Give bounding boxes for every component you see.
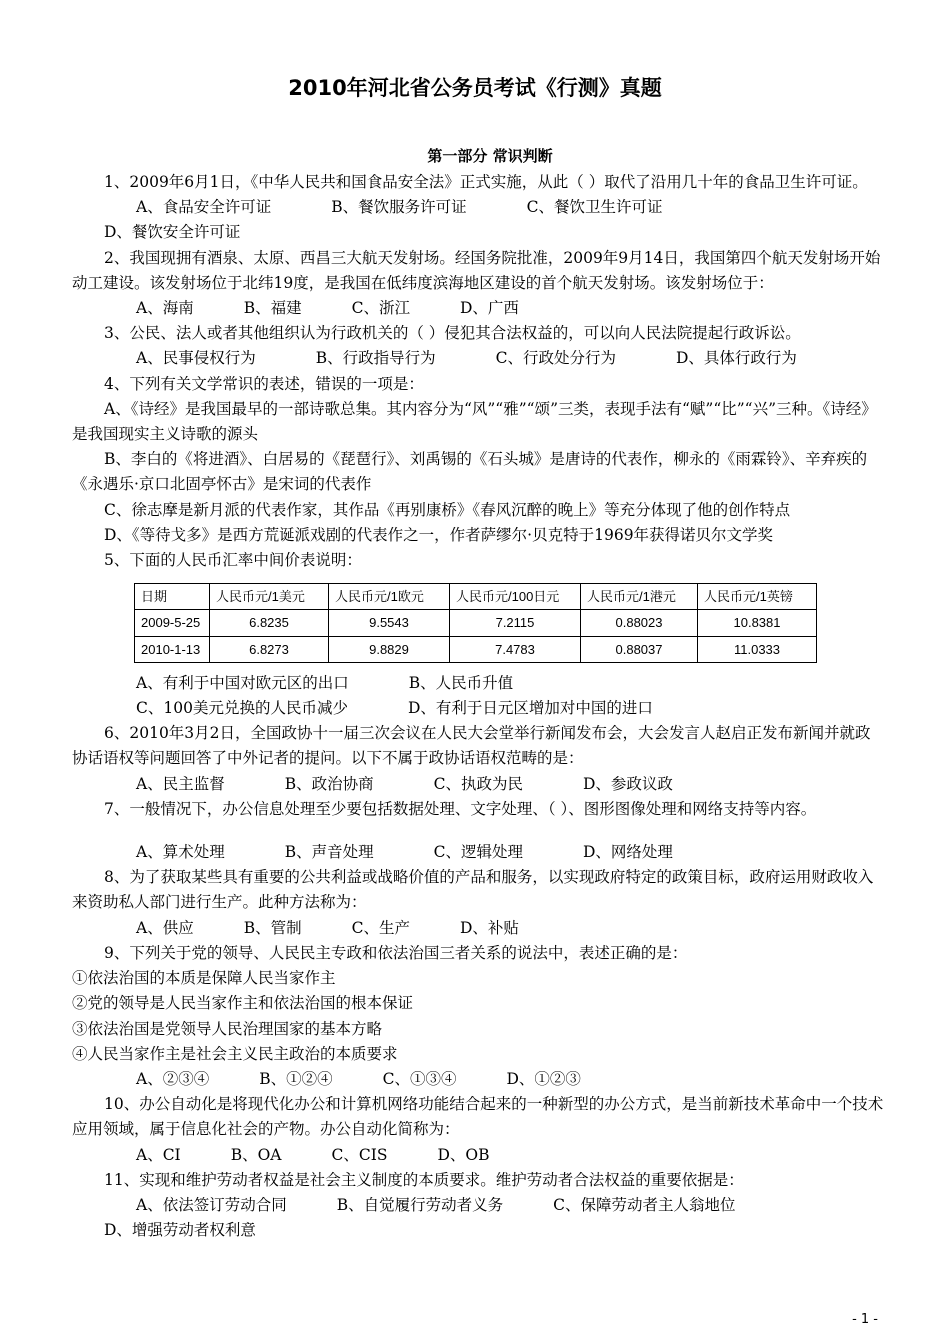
option-d: D、参政议政 xyxy=(582,774,673,793)
question-9-statement: ①依法治国的本质是保障人民当家作主 xyxy=(72,969,336,988)
option-c: C、①③④ xyxy=(382,1069,457,1088)
option-b: B、声音处理 xyxy=(284,843,374,862)
section-heading: 第一部分 常识判断 xyxy=(427,147,553,165)
option-a: A、食品安全许可证 xyxy=(136,198,272,217)
table-cell: 0.88037 xyxy=(581,636,698,662)
question-4-option-c: C、徐志摩是新月派的代表作家，其作品《再别康桥》《春风沉醉的晚上》等充分体现了他的创作特点 xyxy=(104,500,791,519)
question-5-stem: 5、下面的人民币汇率中间价表说明： xyxy=(104,551,362,570)
option-d: D、补贴 xyxy=(459,918,519,937)
question-9-options xyxy=(72,1067,884,1092)
option-a: A、民事侵权行为 xyxy=(136,349,256,368)
table-row xyxy=(135,610,817,636)
option-a: A、CI xyxy=(136,1145,181,1164)
option-c: C、生产 xyxy=(351,918,410,937)
option-a: A、依法签订劳动合同 xyxy=(136,1195,287,1214)
table-header: 人民币元/1英镑 xyxy=(698,584,817,610)
question-4-option-d: D、《等待戈多》是西方荒诞派戏剧的代表作之一，作者萨缪尔·贝克特于1969年获得诺贝尔文学奖 xyxy=(104,525,774,544)
question-4-option-b: B、李白的《将进酒》、白居易的《琵琶行》、刘禹锡的《石头城》是唐诗的代表作，柳永的《雨霖铃》、辛弃疾的《永遇乐·京口北固亭怀古》是宋词的代表作 xyxy=(72,450,868,494)
option-c: C、保障劳动者主人翁地位 xyxy=(553,1195,736,1214)
question-10-options xyxy=(72,1143,884,1168)
table-cell: 11.0333 xyxy=(698,636,817,662)
table-cell: 2009-5-25 xyxy=(135,610,210,636)
option-a: A、②③④ xyxy=(136,1069,210,1088)
question-9-statement: ②党的领导是人民当家作主和依法治国的根本保证 xyxy=(72,994,414,1013)
page-number: - 1 - xyxy=(852,1312,878,1327)
table-cell: 6.8235 xyxy=(210,610,329,636)
table-cell: 9.8829 xyxy=(329,636,450,662)
table-header-row xyxy=(135,584,817,610)
document-title: 2010年河北省公务员考试《行测》真题 xyxy=(288,76,662,100)
table-header: 人民币元/1港元 xyxy=(581,584,698,610)
question-4-stem: 4、下列有关文学常识的表述，错误的一项是： xyxy=(104,374,424,393)
question-9-statement: ④人民当家作主是社会主义民主政治的本质要求 xyxy=(72,1044,398,1063)
question-8-options xyxy=(72,916,884,941)
table-header: 人民币元/100日元 xyxy=(450,584,581,610)
question-8-stem: 8、为了获取某些具有重要的公共利益或战略价值的产品和服务，以实现政府特定的政策目标，政府运用财政收入来资助私人部门进行生产。此种方法称为： xyxy=(72,868,874,912)
table-cell: 2010-1-13 xyxy=(135,636,210,662)
table-header: 日期 xyxy=(135,584,210,610)
question-7-stem: 7、一般情况下，办公信息处理至少要包括数据处理、文字处理、（ ）、图形图像处理和网络支持等内容。 xyxy=(104,799,817,818)
question-6-options xyxy=(72,772,884,797)
table-cell: 6.8273 xyxy=(210,636,329,662)
table-cell: 0.88023 xyxy=(581,610,698,636)
question-1-options xyxy=(72,195,884,245)
question-3-stem: 3、公民、法人或者其他组织认为行政机关的（ ）侵犯其合法权益的，可以向人民法院提起行政诉讼。 xyxy=(104,324,801,343)
option-d: D、OB xyxy=(437,1145,490,1164)
option-a: A、民主监督 xyxy=(136,774,225,793)
option-b: B、政治协商 xyxy=(284,774,374,793)
option-b: B、①②④ xyxy=(259,1069,333,1088)
table-header: 人民币元/1欧元 xyxy=(329,584,450,610)
option-b: B、自觉履行劳动者义务 xyxy=(336,1195,504,1214)
question-1-stem: 1、2009年6月1日，《中华人民共和国食品安全法》正式实施，从此（ ）取代了沿用几十年的食品卫生许可证。 xyxy=(104,173,868,191)
option-b: B、OA xyxy=(230,1145,282,1164)
option-d: D、网络处理 xyxy=(582,843,673,862)
table-header: 人民币元/1美元 xyxy=(210,584,329,610)
option-d: D、具体行政行为 xyxy=(675,349,797,368)
question-7-options xyxy=(72,840,884,865)
option-b: B、行政指导行为 xyxy=(315,349,436,368)
question-11-stem: 11、实现和维护劳动者权益是社会主义制度的本质要求。维护劳动者合法权益的重要依据是： xyxy=(104,1170,744,1189)
question-9-statement: ③依法治国是党领导人民治理国家的基本方略 xyxy=(72,1019,383,1038)
question-2-stem: 2、我国现拥有酒泉、太原、西昌三大航天发射场。经国务院批准，2009年9月14日，我国第四个航天发射场开始动工建设。该发射场位于北纬19度，是我国在低纬度滨海地区建设的首个航天发射场。该发射场位于： xyxy=(72,248,881,292)
table-row xyxy=(135,636,817,662)
option-b: B、福建 xyxy=(243,299,302,318)
option-c: C、餐饮卫生许可证 xyxy=(526,198,663,217)
option-b: B、餐饮服务许可证 xyxy=(331,198,467,217)
option-c: C、执政为民 xyxy=(433,774,523,793)
option-c: C、逻辑处理 xyxy=(433,843,523,862)
question-6-stem: 6、2010年3月2日，全国政协十一届三次会议在人民大会堂举行新闻发布会，大会发言人赵启正发布新闻并就政协话语权等问题回答了中外记者的提问。以下不属于政协话语权范畴的是： xyxy=(72,724,871,768)
question-3-options xyxy=(72,346,884,371)
option-a: A、有利于中国对欧元区的出口 xyxy=(136,673,349,692)
question-10-stem: 10、办公自动化是将现代化办公和计算机网络功能结合起来的一种新型的办公方式，是当前新技术革命中一个技术应用领域，属于信息化社会的产物。办公自动化简称为： xyxy=(72,1095,884,1139)
table-cell: 7.2115 xyxy=(450,610,581,636)
question-list xyxy=(72,170,884,1243)
question-2-options xyxy=(72,296,884,321)
option-c: C、CIS xyxy=(331,1145,388,1164)
option-d: D、①②③ xyxy=(506,1069,581,1088)
question-11-options xyxy=(72,1193,884,1243)
question-5-options-row-2 xyxy=(72,696,884,721)
question-5-options-row-1 xyxy=(72,671,884,696)
option-b: B、人民币升值 xyxy=(408,673,514,692)
option-d: D、餐饮安全许可证 xyxy=(104,223,241,242)
option-a: A、海南 xyxy=(136,299,194,318)
table-cell: 10.8381 xyxy=(698,610,817,636)
question-9-stem: 9、下列关于党的领导、人民民主专政和依法治国三者关系的说法中，表述正确的是： xyxy=(104,943,688,962)
option-d: D、有利于日元区增加对中国的进口 xyxy=(407,699,653,718)
option-c: C、100美元兑换的人民币减少 xyxy=(136,699,348,718)
exchange-rate-table xyxy=(134,583,817,663)
option-c: C、浙江 xyxy=(351,299,410,318)
table-cell: 9.5543 xyxy=(329,610,450,636)
option-d: D、广西 xyxy=(459,299,519,318)
option-b: B、管制 xyxy=(243,918,302,937)
spacer xyxy=(72,822,884,840)
question-4-option-a: A、《诗经》是我国最早的一部诗歌总集。其内容分为“风”“雅”“颂”三类，表现手法有“赋”“比”“兴”三种。《诗经》是我国现实主义诗歌的源头 xyxy=(72,399,877,444)
option-d: D、增强劳动者权利意 xyxy=(104,1221,256,1240)
option-a: A、算术处理 xyxy=(136,843,225,862)
table-cell: 7.4783 xyxy=(450,636,581,662)
option-c: C、行政处分行为 xyxy=(495,349,616,368)
option-a: A、供应 xyxy=(136,918,194,937)
